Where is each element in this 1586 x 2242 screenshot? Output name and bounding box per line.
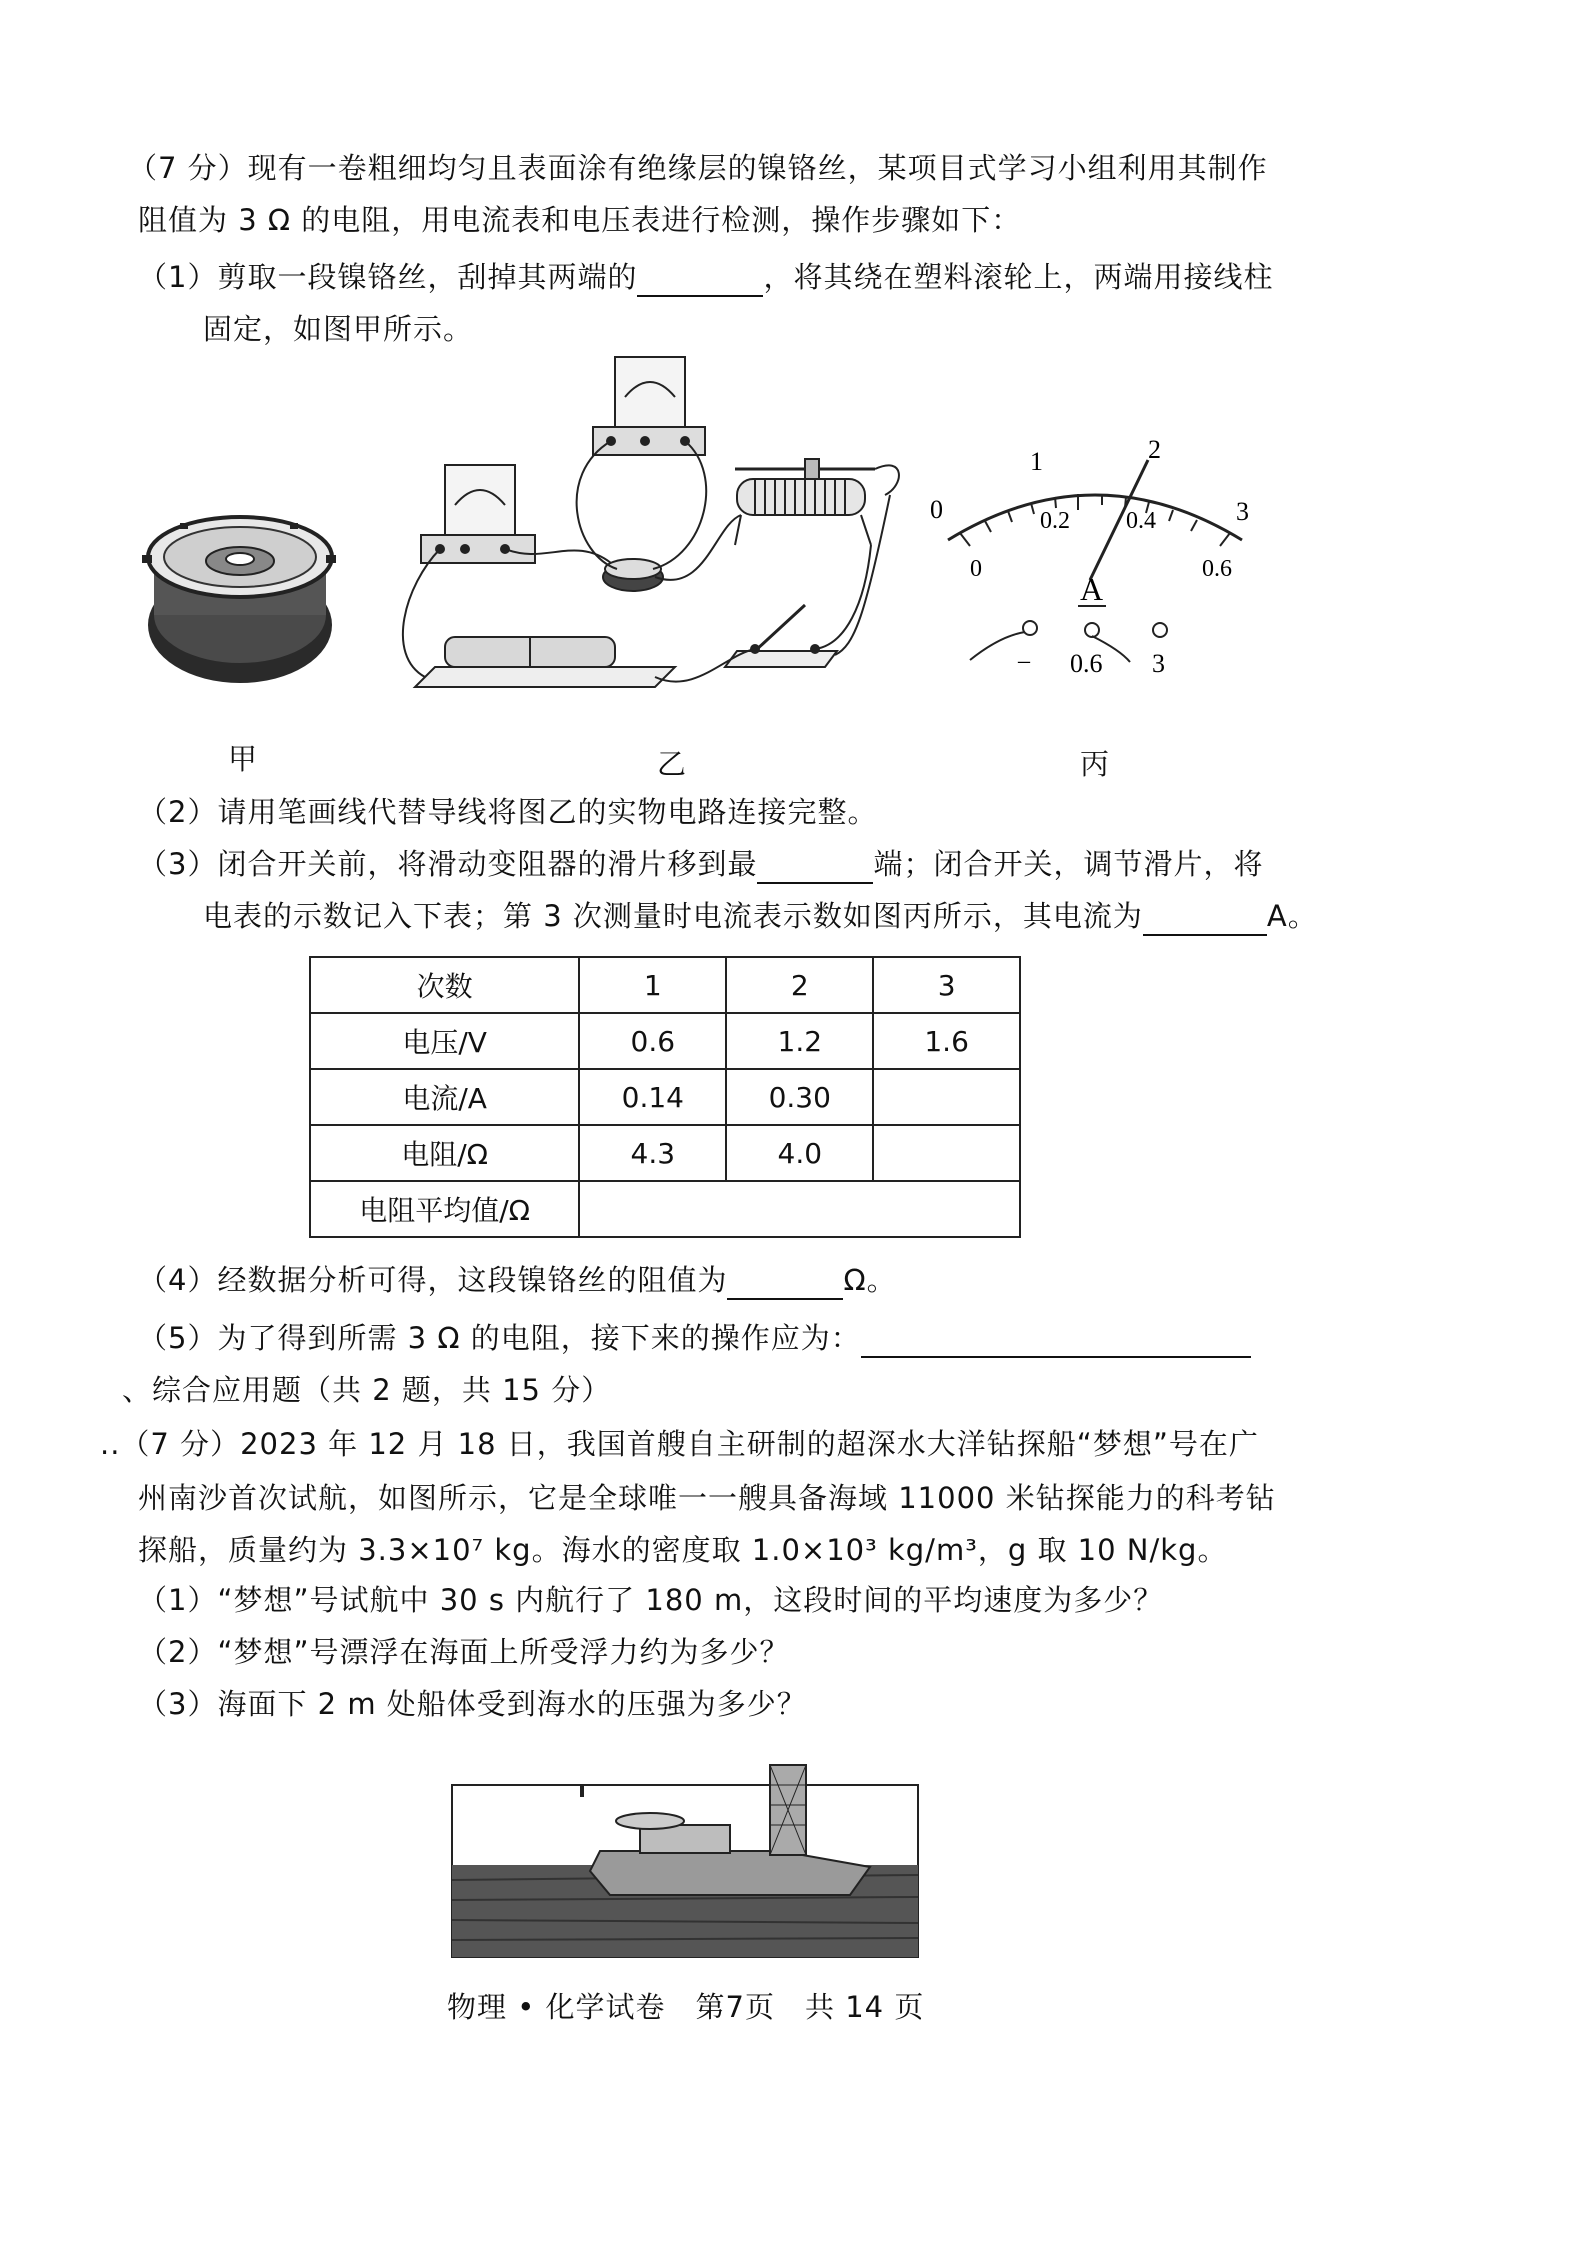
ship-sub1: （1）“梦想”号试航中 30 s 内航行了 180 m，这段时间的平均速度为多少？ (138, 1583, 1164, 1617)
inner-tick-0: 0 (970, 556, 982, 582)
switch-device (725, 605, 837, 667)
inner-tick-0.6: 0.6 (1202, 556, 1232, 582)
ammeter-device (421, 465, 535, 563)
table-cell: 1.2 (726, 1013, 873, 1069)
step4-text-b: Ω。 (843, 1263, 897, 1297)
table-header-cell: 次数 (310, 957, 579, 1013)
step3-text-b: 端；闭合开关，调节滑片，将 (873, 847, 1264, 881)
step1-text-a: （1）剪取一段镍铬丝，刮掉其两端的 (138, 260, 638, 294)
ammeter-dial-figure (930, 440, 1260, 690)
table-cell: 电流/A (310, 1069, 579, 1125)
step1-line2: 固定，如图甲所示。 (203, 312, 474, 346)
outer-tick-1: 1 (1030, 447, 1043, 476)
answer-blank-3[interactable] (1143, 904, 1267, 936)
step4-line (138, 1260, 897, 1300)
circuit-figure (385, 355, 945, 725)
step3-line1 (138, 844, 1263, 884)
section-heading: 、综合应用题（共 2 题，共 15 分） (122, 1373, 612, 1407)
table-cell: 0.14 (579, 1069, 726, 1125)
inner-tick-0.4: 0.4 (1126, 508, 1156, 534)
ship-sub3: （3）海面下 2 m 处船体受到海水的压强为多少？ (138, 1687, 807, 1721)
step4-text-a: （4）经数据分析可得，这段镍铬丝的阻值为 (138, 1263, 728, 1297)
table-cell: 电阻平均值/Ω (310, 1181, 579, 1237)
outer-tick-0: 0 (930, 495, 943, 524)
inner-tick-0.2: 0.2 (1040, 508, 1070, 534)
answer-blank-1[interactable] (637, 265, 763, 297)
ship-photo (450, 1755, 920, 1960)
table-header-cell: 1 (579, 957, 726, 1013)
table-cell: 电压/V (310, 1013, 579, 1069)
answer-blank-5[interactable] (861, 1326, 1251, 1358)
caption-bing: 丙 (1080, 747, 1110, 781)
table-row (310, 1181, 1020, 1237)
page-footer: 物理 • 化学试卷 第7页 共 14 页 (447, 1990, 925, 2024)
table-header-row (310, 957, 1020, 1013)
table-cell: 4.0 (726, 1125, 873, 1181)
step1-text-b: ，将其绕在塑料滚轮上，两端用接线柱 (763, 260, 1274, 294)
step3-text-a: （3）闭合开关前，将滑动变阻器的滑片移到最 (138, 847, 758, 881)
terminal-0.6: 0.6 (1070, 649, 1103, 678)
caption-jia: 甲 (228, 742, 258, 776)
ship-question-line3: 探船，质量约为 3.3×10⁷ kg。海水的密度取 1.0×10³ kg/m³，g 取 10 N/kg。 (138, 1533, 1228, 1567)
outer-tick-3: 3 (1236, 497, 1249, 526)
step5-line (138, 1318, 1251, 1358)
table-row (310, 1069, 1020, 1125)
terminal-minus: – (1018, 648, 1030, 674)
step2-text: （2）请用笔画线代替导线将图乙的实物电路连接完整。 (138, 795, 878, 829)
table-cell[interactable] (873, 1125, 1020, 1181)
wire-spool-figure (140, 495, 340, 695)
table-cell: 电阻/Ω (310, 1125, 579, 1181)
terminal-3: 3 (1152, 649, 1165, 678)
answer-blank-4[interactable] (727, 1268, 843, 1300)
measurement-table (309, 956, 1021, 1238)
table-cell[interactable] (873, 1069, 1020, 1125)
rheostat-device (735, 459, 875, 545)
answer-blank-2[interactable] (757, 852, 873, 884)
ammeter-unit-label: A (1080, 571, 1104, 607)
caption-yi: 乙 (657, 747, 687, 781)
step1-line1 (138, 257, 1273, 297)
table-cell: 4.3 (579, 1125, 726, 1181)
table-header-cell: 2 (726, 957, 873, 1013)
step5-text: （5）为了得到所需 3 Ω 的电阻，接下来的操作应为： (138, 1321, 861, 1355)
voltmeter-device (593, 357, 705, 455)
resistor-spool (603, 559, 663, 591)
question-intro-line1: （7 分）现有一卷粗细均匀且表面涂有绝缘层的镍铬丝，某项目式学习小组利用其制作 (128, 151, 1268, 185)
ship-sub2: （2）“梦想”号漂浮在海面上所受浮力约为多少？ (138, 1635, 790, 1669)
question-intro-line2: 阻值为 3 Ω 的电阻，用电流表和电压表进行检测，操作步骤如下： (138, 203, 1022, 237)
step3-line2 (203, 896, 1318, 936)
table-cell: 1.6 (873, 1013, 1020, 1069)
table-cell: 0.6 (579, 1013, 726, 1069)
table-row (310, 1125, 1020, 1181)
table-row (310, 1013, 1020, 1069)
table-header-cell: 3 (873, 957, 1020, 1013)
step3-text-c: 电表的示数记入下表；第 3 次测量时电流表示数如图丙所示，其电流为 (203, 899, 1143, 933)
ship-question-line2: 州南沙首次试航，如图所示，它是全球唯一一艘具备海域 11000 米钻探能力的科考钻 (138, 1481, 1276, 1515)
outer-tick-2: 2 (1148, 440, 1161, 464)
battery-device (415, 637, 675, 687)
table-cell-average[interactable] (579, 1181, 1020, 1237)
step3-text-d: A。 (1266, 899, 1318, 933)
ship-question-line1: ..（7 分）2023 年 12 月 18 日，我国首艘自主研制的超深水大洋钻探船“梦想”号在广 (100, 1427, 1259, 1461)
table-cell: 0.30 (726, 1069, 873, 1125)
